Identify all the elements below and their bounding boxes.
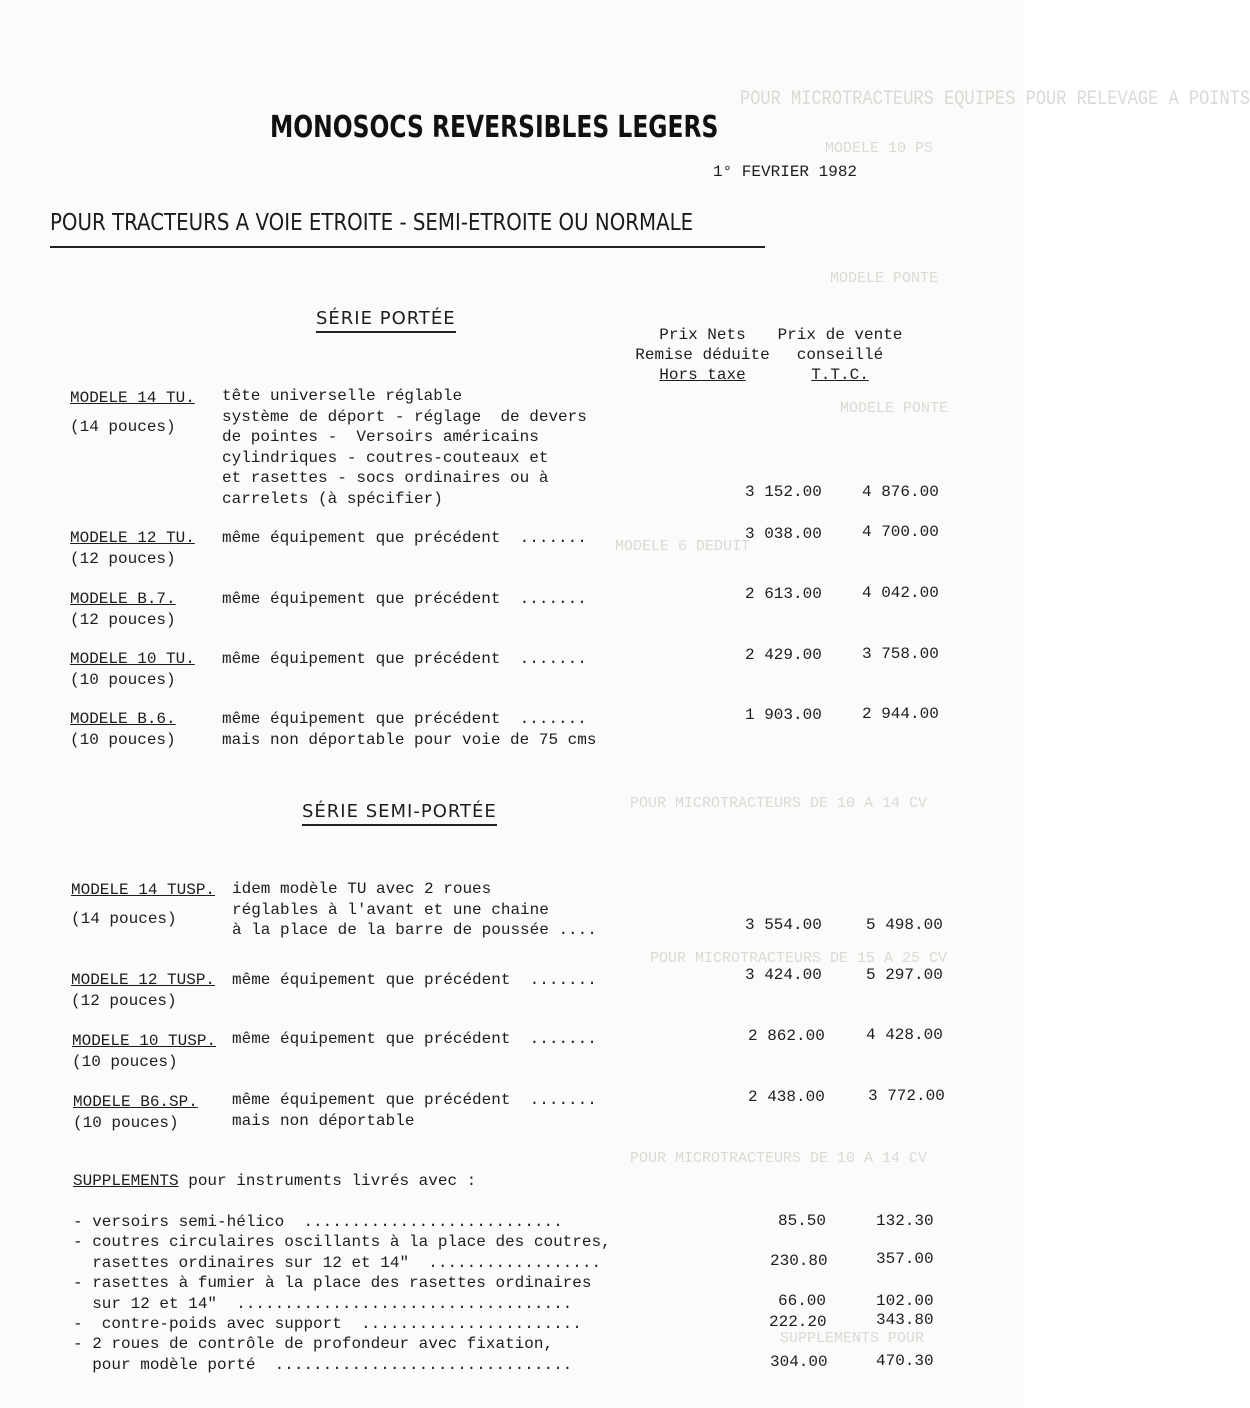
model-description: tête universelle réglable système de déport - réglage de devers de pointes - Versoirs américains cylindriques - coutres-couteaux et et rasettes - socs ordinaires ou à carrelets (à spécifier): [222, 387, 587, 508]
supplement-item: - contre-poids avec support .......................: [73, 1315, 582, 1333]
price-net: 222.20: [769, 1313, 827, 1331]
bleed-through-text: POUR MICROTRACTEURS DE 10 A 14 CV: [630, 1150, 928, 1167]
subtitle-underline: [50, 246, 765, 248]
price-ttc: 2 944.00: [862, 705, 939, 723]
price-net: 2 613.00: [745, 585, 822, 603]
price-net: 2 438.00: [748, 1088, 825, 1106]
bleed-through-text: POUR MICROTRACTEURS EQUIPES POUR RELEVAGE A POINTS: [740, 88, 1250, 111]
document-date: 1° FEVRIER 1982: [713, 163, 858, 181]
bleed-through-text: MODELE PONTE: [830, 270, 939, 287]
supplement-item: - 2 roues de contrôle de profondeur avec fixation, pour modèle porté ...............................: [73, 1335, 573, 1374]
price-ttc: 357.00: [876, 1250, 934, 1268]
price-net: 230.80: [770, 1252, 828, 1270]
model-label: MODELE 10 TU. (10 pouces): [70, 650, 195, 689]
price-net: 66.00: [778, 1292, 827, 1310]
supplement-item: - versoirs semi-hélico ...........................: [73, 1213, 563, 1231]
bleed-through-text: POUR MICROTRACTEURS DE 15 A 25 CV: [650, 950, 948, 967]
price-ttc: 343.80: [876, 1311, 934, 1329]
model-label: MODELE 12 TU. (12 pouces): [70, 529, 195, 568]
bleed-through-text: MODELE 10 PS: [825, 140, 934, 157]
model-label: MODELE 10 TUSP. (10 pouces): [72, 1032, 217, 1071]
column-header-net: Prix Nets Remise déduite Hors taxe: [635, 326, 770, 384]
document-title: MONOSOCS REVERSIBLES LEGERS: [270, 110, 719, 145]
model-description: même équipement que précédent .......: [232, 971, 597, 989]
price-ttc: 4 428.00: [866, 1026, 943, 1044]
model-label: MODELE 12 TUSP. (12 pouces): [71, 971, 216, 1010]
model-label: MODELE B6.SP. (10 pouces): [73, 1093, 198, 1132]
model-label: MODELE B.7. (12 pouces): [70, 590, 176, 629]
supplement-item: - rasettes à fumier à la place des rasettes ordinaires sur 12 et 14" ...................................: [73, 1274, 592, 1313]
price-ttc: 4 876.00: [862, 483, 939, 501]
model-description: même équipement que précédent ....... mais non déportable pour voie de 75 cms: [222, 710, 597, 749]
price-ttc: 4 042.00: [862, 584, 939, 602]
model-description: idem modèle TU avec 2 roues réglables à l'avant et une chaine à la place de la barre de poussée ....: [232, 880, 597, 939]
price-net: 85.50: [778, 1212, 827, 1230]
price-ttc: 132.30: [876, 1212, 934, 1230]
supplements-heading: SUPPLEMENTS pour instruments livrés avec :: [73, 1172, 477, 1190]
price-ttc: 470.30: [876, 1352, 934, 1370]
price-ttc: 5 297.00: [866, 966, 943, 984]
price-net: 304.00: [770, 1353, 828, 1371]
price-net: 3 554.00: [745, 916, 822, 934]
bleed-through-text: POUR MICROTRACTEURS DE 10 A 14 CV: [630, 795, 928, 812]
column-header-ttc: Prix de vente conseillé T.T.C.: [777, 326, 903, 384]
section-heading-serie-semi-portee: SÉRIE SEMI-PORTÉE: [302, 801, 497, 826]
price-ttc: 4 700.00: [862, 523, 939, 541]
document-subtitle: POUR TRACTEURS A VOIE ETROITE - SEMI-ETROITE OU NORMALE: [50, 210, 694, 236]
price-ttc: 102.00: [876, 1292, 934, 1310]
model-description: même équipement que précédent .......: [222, 529, 587, 547]
price-net: 3 152.00: [745, 483, 822, 501]
model-label: MODELE 14 TUSP. (14 pouces): [71, 881, 216, 928]
bleed-through-text: SUPPLEMENTS POUR: [780, 1330, 925, 1347]
price-ttc: 5 498.00: [866, 916, 943, 934]
price-ttc: 3 772.00: [868, 1087, 945, 1105]
bleed-through-text: MODELE 6 DEDUIT: [615, 538, 751, 555]
model-description: même équipement que précédent .......: [222, 590, 587, 608]
price-net: 2 429.00: [745, 646, 822, 664]
bleed-through-text: MODELE PONTE: [840, 400, 949, 417]
model-description: même équipement que précédent .......: [232, 1030, 597, 1048]
price-ttc: 3 758.00: [862, 645, 939, 663]
section-heading-serie-portee: SÉRIE PORTÉE: [316, 308, 456, 333]
model-label: MODELE B.6. (10 pouces): [70, 710, 176, 749]
price-net: 3 424.00: [745, 966, 822, 984]
supplement-item: - coutres circulaires oscillants à la place des coutres, rasettes ordinaires sur 12 et 14" ..................: [73, 1233, 611, 1272]
model-label: MODELE 14 TU. (14 pouces): [70, 389, 195, 436]
price-net: 3 038.00: [745, 525, 822, 543]
price-net: 2 862.00: [748, 1027, 825, 1045]
model-description: même équipement que précédent .......: [222, 650, 587, 668]
model-description: même équipement que précédent ....... mais non déportable: [232, 1091, 597, 1130]
price-net: 1 903.00: [745, 706, 822, 724]
